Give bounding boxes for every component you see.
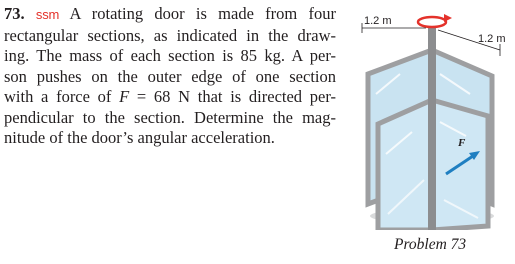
problem-number: 73. — [4, 4, 25, 23]
problem-line-5-pre: with a force of — [4, 87, 120, 106]
rotation-arrow-icon — [418, 14, 452, 27]
central-axis-post — [428, 26, 436, 230]
problem-text — [4, 4, 336, 149]
problem-line-5 — [4, 87, 336, 108]
figure-caption: Problem 73 — [394, 236, 467, 253]
problem-line-1 — [4, 4, 336, 26]
top-dimension — [362, 15, 426, 33]
force-label: F — [458, 137, 466, 149]
problem-line-1-text: A rotating door is made from four — [59, 4, 337, 23]
force-variable: F — [119, 87, 130, 106]
top-dimension-label: 1.2 m — [364, 15, 392, 27]
side-dimension-label: 1.2 m — [478, 33, 506, 45]
problem-line-3: ing. The mass of each section is 85 kg. A per- — [4, 46, 336, 65]
revolving-door-figure — [340, 4, 515, 230]
problem-line-2: rectangular sections, as indicated in the draw- — [4, 25, 336, 45]
side-dimension — [438, 30, 506, 56]
problem-line-5-post: = 68 N that is directed per- — [129, 87, 336, 106]
problem-line-7: nitude of the door’s angular acceleration. — [4, 128, 275, 147]
problem-line-6: pendicular to the section. Determine the mag- — [4, 107, 336, 127]
door-section-front-left — [378, 100, 432, 230]
ssm-tag: ssm — [35, 7, 60, 22]
problem-line-4: son pushes on the outer edge of one section — [4, 66, 336, 86]
